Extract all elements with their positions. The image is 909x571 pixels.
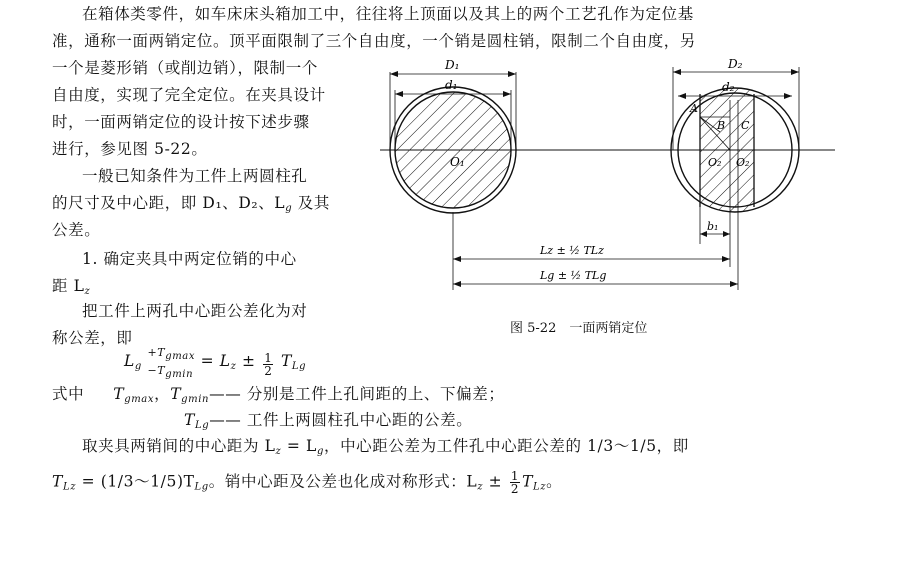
label-Lz: Lz ± ½ TLz xyxy=(540,244,604,257)
para2-line2-sub: g xyxy=(285,203,293,214)
step1-line2-text: 距 L xyxy=(52,277,85,295)
formula-half: $\frac{1}{2}$ xyxy=(264,350,273,378)
para4-l1-sub1: z xyxy=(275,446,282,457)
para4-l2c: 。销中心距及公差也化成对称形式：L xyxy=(208,472,478,491)
where-line2 xyxy=(184,410,472,436)
pin1-circle xyxy=(395,92,511,208)
para4-l1b: = L xyxy=(281,437,317,455)
step1-line2-sub: z xyxy=(84,286,91,297)
where-line1 xyxy=(52,384,504,410)
formula-g: g xyxy=(134,361,142,372)
para2-line3: 公差。 xyxy=(52,221,101,239)
para4-l1c: ，中心距公差为工件孔中心距公差的 1/3～1/5，即 xyxy=(323,437,689,455)
formula-lower-sub: gmin xyxy=(165,369,194,380)
para2-line2-text: 的尺寸及中心距，即 D₁、D₂、L xyxy=(52,194,286,212)
step1-line1: 1. 确定夹具中两定位销的中心 xyxy=(82,250,297,268)
label-D1: D₁ xyxy=(445,58,460,72)
label-d2: d₂ xyxy=(722,80,735,94)
para4-l1a: 取夹具两销间的中心距为 L xyxy=(82,437,276,455)
label-C: C xyxy=(741,119,750,132)
label-O2a: O₂ xyxy=(708,156,722,169)
para1-line4: 自由度，实现了完全定位。在夹具设计 xyxy=(52,86,326,104)
label-O2b: O₂ xyxy=(736,156,750,169)
where-t3-sub: Lg xyxy=(194,420,210,431)
para4-line1 xyxy=(82,436,689,462)
para4-l2-sub2: Lg xyxy=(194,481,209,493)
formula-pm: ± xyxy=(236,352,262,370)
label-B: B xyxy=(717,119,726,132)
para4-l1-sub2: g xyxy=(316,446,324,457)
where-t1-sub: gmax xyxy=(124,394,155,405)
where-t3: T xyxy=(184,411,195,429)
formula-upper: +T xyxy=(147,346,166,359)
label-D2: D₂ xyxy=(728,57,743,71)
para4-line2 xyxy=(52,470,562,500)
para1-line3: 一个是菱形销（或削边销），限制一个 xyxy=(52,59,318,77)
where-desc1: —— 分别是工件上孔间距的上、下偏差； xyxy=(209,385,505,403)
para3-line1: 把工件上两孔中心距公差化为对 xyxy=(82,302,308,320)
formula-Lg: Lg xyxy=(291,361,307,372)
label-b1: b₁ xyxy=(707,220,719,233)
label-O1: O₁ xyxy=(450,155,465,169)
para1-line5: 时，一面两销定位的设计按下述步骤 xyxy=(52,113,310,131)
formula-lower: −T xyxy=(147,364,166,377)
para4-l2b: = (1/3～1/5)T xyxy=(76,472,195,491)
where-label: 式中 xyxy=(52,385,85,403)
para4-half: $\frac{1}{2}$ xyxy=(510,469,520,496)
para4-l2e: T xyxy=(522,472,534,491)
para1-line6: 进行，参见图 5-22。 xyxy=(52,140,208,158)
para1-line1: 在箱体类零件，如车床床头箱加工中，往往将上顶面以及其上的两个工艺孔作为定位基 xyxy=(82,5,694,23)
formula-L: L xyxy=(124,352,135,370)
para2-line2 xyxy=(52,193,330,219)
figure-5-22 xyxy=(380,52,840,297)
para2-line1: 一般已知条件为工件上两圆柱孔 xyxy=(82,167,308,185)
figure-caption: 图 5-22 一面两销定位 xyxy=(510,321,648,336)
label-d1: d₁ xyxy=(445,78,458,92)
para4-l2f: 。 xyxy=(546,472,563,491)
para4-l2-sub1: Lz xyxy=(62,481,77,493)
where-t2: T xyxy=(170,385,182,403)
label-Lg: Lg ± ½ TLg xyxy=(540,269,607,282)
label-A: A xyxy=(690,102,698,115)
para1-line2: 准，通称一面两销定位。顶平面限制了三个自由度，一个销是圆柱销，限制二个自由度，另 xyxy=(52,32,697,50)
para3-line2: 称公差，即 xyxy=(52,329,133,347)
para4-l2d: ± xyxy=(483,472,508,491)
formula-T: T xyxy=(280,352,292,370)
formula-upper-sub: gmax xyxy=(165,351,196,362)
formula-tolerance xyxy=(124,346,306,380)
para4-l2-sub3: z xyxy=(477,481,484,493)
where-t1: T xyxy=(113,385,125,403)
formula-eq: = L xyxy=(200,352,231,370)
where-t2-sub: gmin xyxy=(181,394,210,405)
para4-l2a: T xyxy=(52,472,63,491)
formula-z: z xyxy=(230,361,237,372)
para2-line2-end: 及其 xyxy=(292,194,330,212)
step1-line2 xyxy=(52,276,90,302)
para4-l2-sub4: Lz xyxy=(533,481,547,493)
where-comma: ， xyxy=(154,385,171,403)
where-desc2: —— 工件上两圆柱孔中心距的公差。 xyxy=(209,411,473,429)
